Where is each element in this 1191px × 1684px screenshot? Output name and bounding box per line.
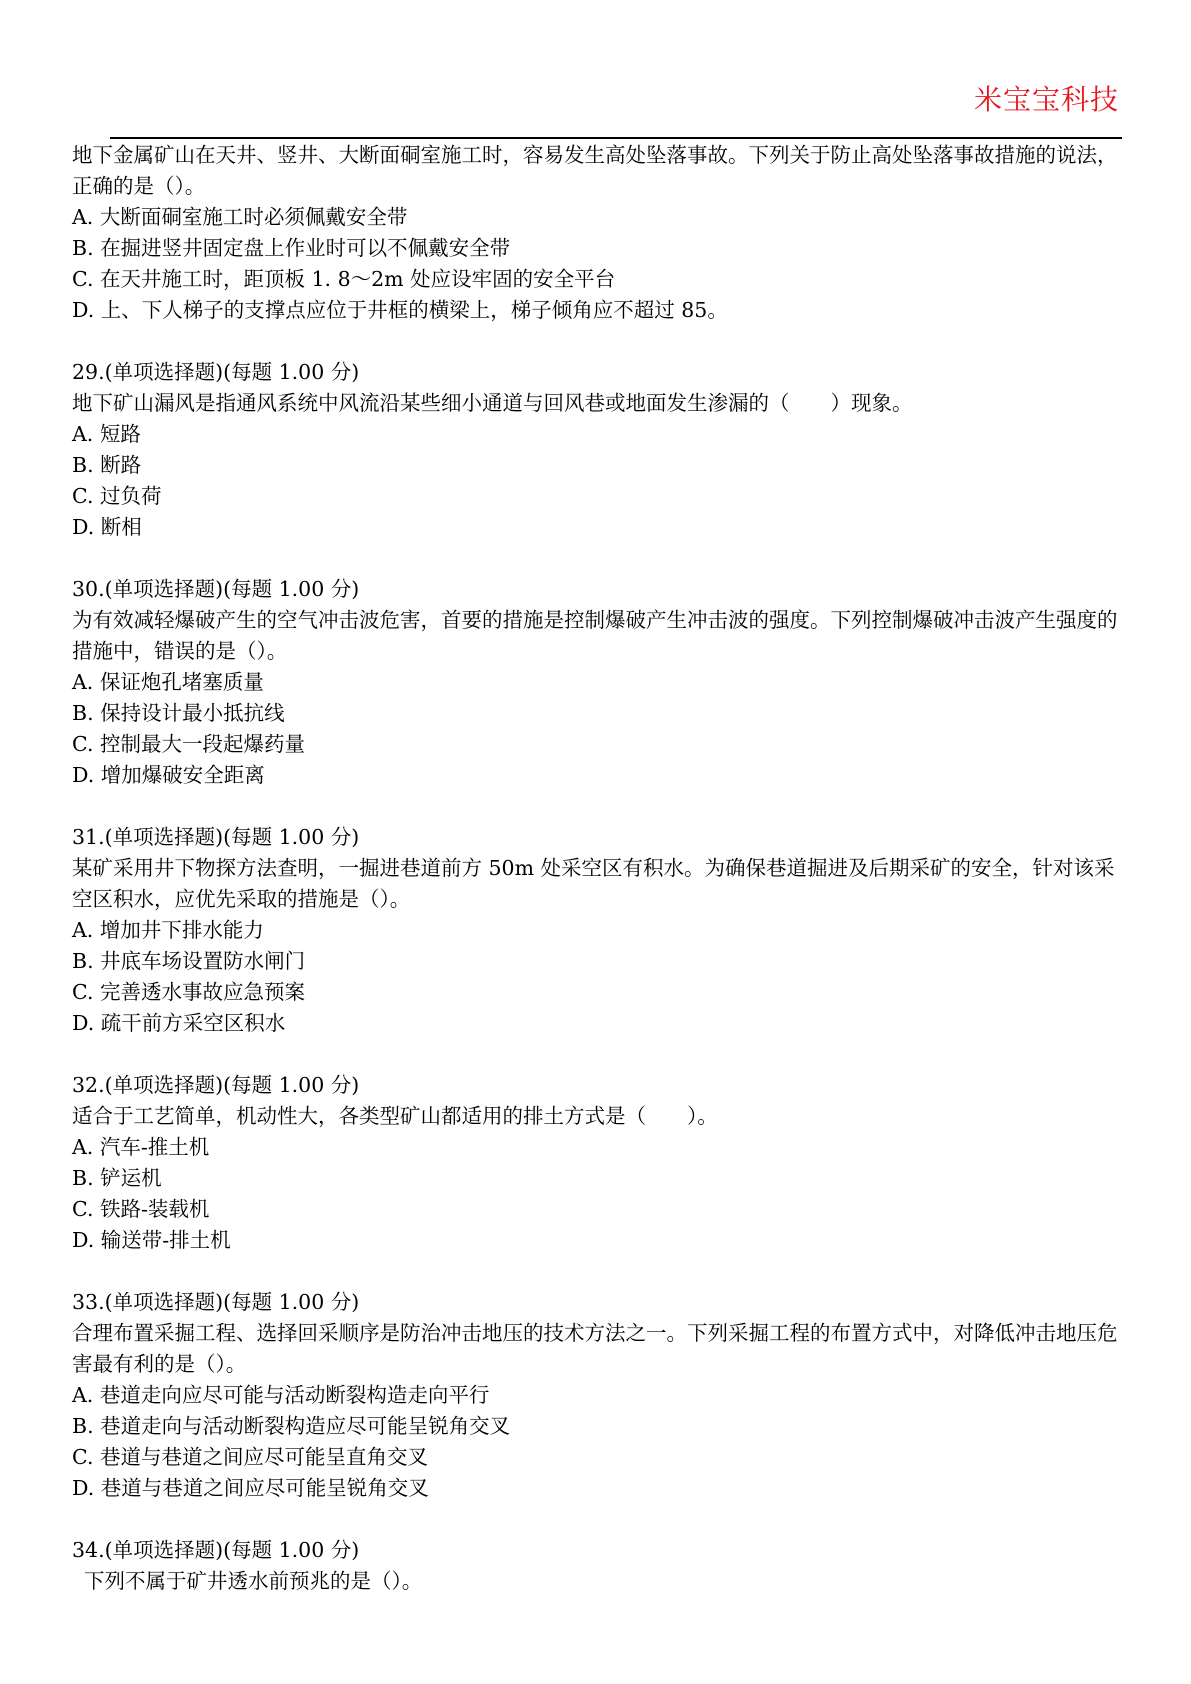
option-b: B. 铲运机 (72, 1166, 162, 1190)
option-d: D. 输送带-排土机 (72, 1228, 231, 1252)
option-d: D. 断相 (72, 515, 142, 539)
header-divider (110, 137, 1122, 139)
question-34 (72, 1535, 1122, 1597)
option-c: C. 过负荷 (72, 484, 162, 508)
option-c: C. 铁路-装载机 (72, 1197, 210, 1221)
option-a: A. 增加井下排水能力 (72, 918, 264, 942)
option-b: B. 在掘进竖井固定盘上作业时可以不佩戴安全带 (72, 236, 511, 260)
question-33 (72, 1287, 1122, 1504)
option-a: A. 巷道走向应尽可能与活动断裂构造走向平行 (72, 1383, 490, 1407)
option-b: B. 断路 (72, 453, 142, 477)
brand-watermark: 米宝宝科技 (973, 83, 1119, 116)
question-stem: 合理布置采掘工程、选择回采顺序是防治冲击地压的技术方法之一。下列采掘工程的布置方式中，对降低冲击地压危害最有利的是（）。 (72, 1321, 1118, 1376)
question-header: 33.(单项选择题)(每题 1.00 分) (72, 1290, 360, 1314)
question-stem: 为有效减轻爆破产生的空气冲击波危害，首要的措施是控制爆破产生冲击波的强度。下列控制爆破冲击波产生强度的措施中，错误的是（）。 (72, 608, 1118, 663)
question-header: 34.(单项选择题)(每题 1.00 分) (72, 1538, 360, 1562)
question-header: 29.(单项选择题)(每题 1.00 分) (72, 360, 360, 384)
option-d: D. 疏干前方采空区积水 (72, 1011, 286, 1035)
option-c: C. 控制最大一段起爆药量 (72, 732, 305, 756)
option-b: B. 巷道走向与活动断裂构造应尽可能呈锐角交叉 (72, 1414, 511, 1438)
question-stem: 下列不属于矿井透水前预兆的是（）。 (84, 1569, 423, 1593)
question-stem: 地下矿山漏风是指通风系统中风流沿某些细小通道与回风巷或地面发生渗漏的（ ）现象。 (72, 391, 913, 415)
option-b: B. 井底车场设置防水闸门 (72, 949, 306, 973)
question-stem: 某矿采用井下物探方法查明，一掘进巷道前方 50m 处采空区有积水。为确保巷道掘进及后期采矿的安全，针对该采空区积水，应优先采取的措施是（）。 (72, 856, 1115, 911)
question-header: 32.(单项选择题)(每题 1.00 分) (72, 1073, 360, 1097)
option-c: C. 在天井施工时，距顶板 1. 8～2m 处应设牢固的安全平台 (72, 267, 616, 291)
question-28-continued (72, 140, 1122, 326)
question-30 (72, 574, 1122, 791)
question-list (72, 140, 1122, 1628)
option-a: A. 大断面硐室施工时必须佩戴安全带 (72, 205, 408, 229)
option-d: D. 增加爆破安全距离 (72, 763, 265, 787)
option-b: B. 保持设计最小抵抗线 (72, 701, 285, 725)
option-c: C. 完善透水事故应急预案 (72, 980, 305, 1004)
option-a: A. 短路 (72, 422, 141, 446)
question-header: 30.(单项选择题)(每题 1.00 分) (72, 577, 360, 601)
question-header: 31.(单项选择题)(每题 1.00 分) (72, 825, 360, 849)
option-d: D. 巷道与巷道之间应尽可能呈锐角交叉 (72, 1476, 429, 1500)
question-32 (72, 1070, 1122, 1256)
question-29 (72, 357, 1122, 543)
option-c: C. 巷道与巷道之间应尽可能呈直角交叉 (72, 1445, 428, 1469)
question-stem: 适合于工艺简单，机动性大，各类型矿山都适用的排土方式是（ ）。 (72, 1104, 718, 1128)
option-a: A. 保证炮孔堵塞质量 (72, 670, 264, 694)
question-stem: 地下金属矿山在天井、竖井、大断面硐室施工时，容易发生高处坠落事故。下列关于防止高处坠落事故措施的说法，正确的是（）。 (72, 143, 1118, 198)
option-d: D. 上、下人梯子的支撑点应位于井框的横梁上，梯子倾角应不超过 85。 (72, 298, 728, 322)
question-31 (72, 822, 1122, 1039)
option-a: A. 汽车-推土机 (72, 1135, 210, 1159)
